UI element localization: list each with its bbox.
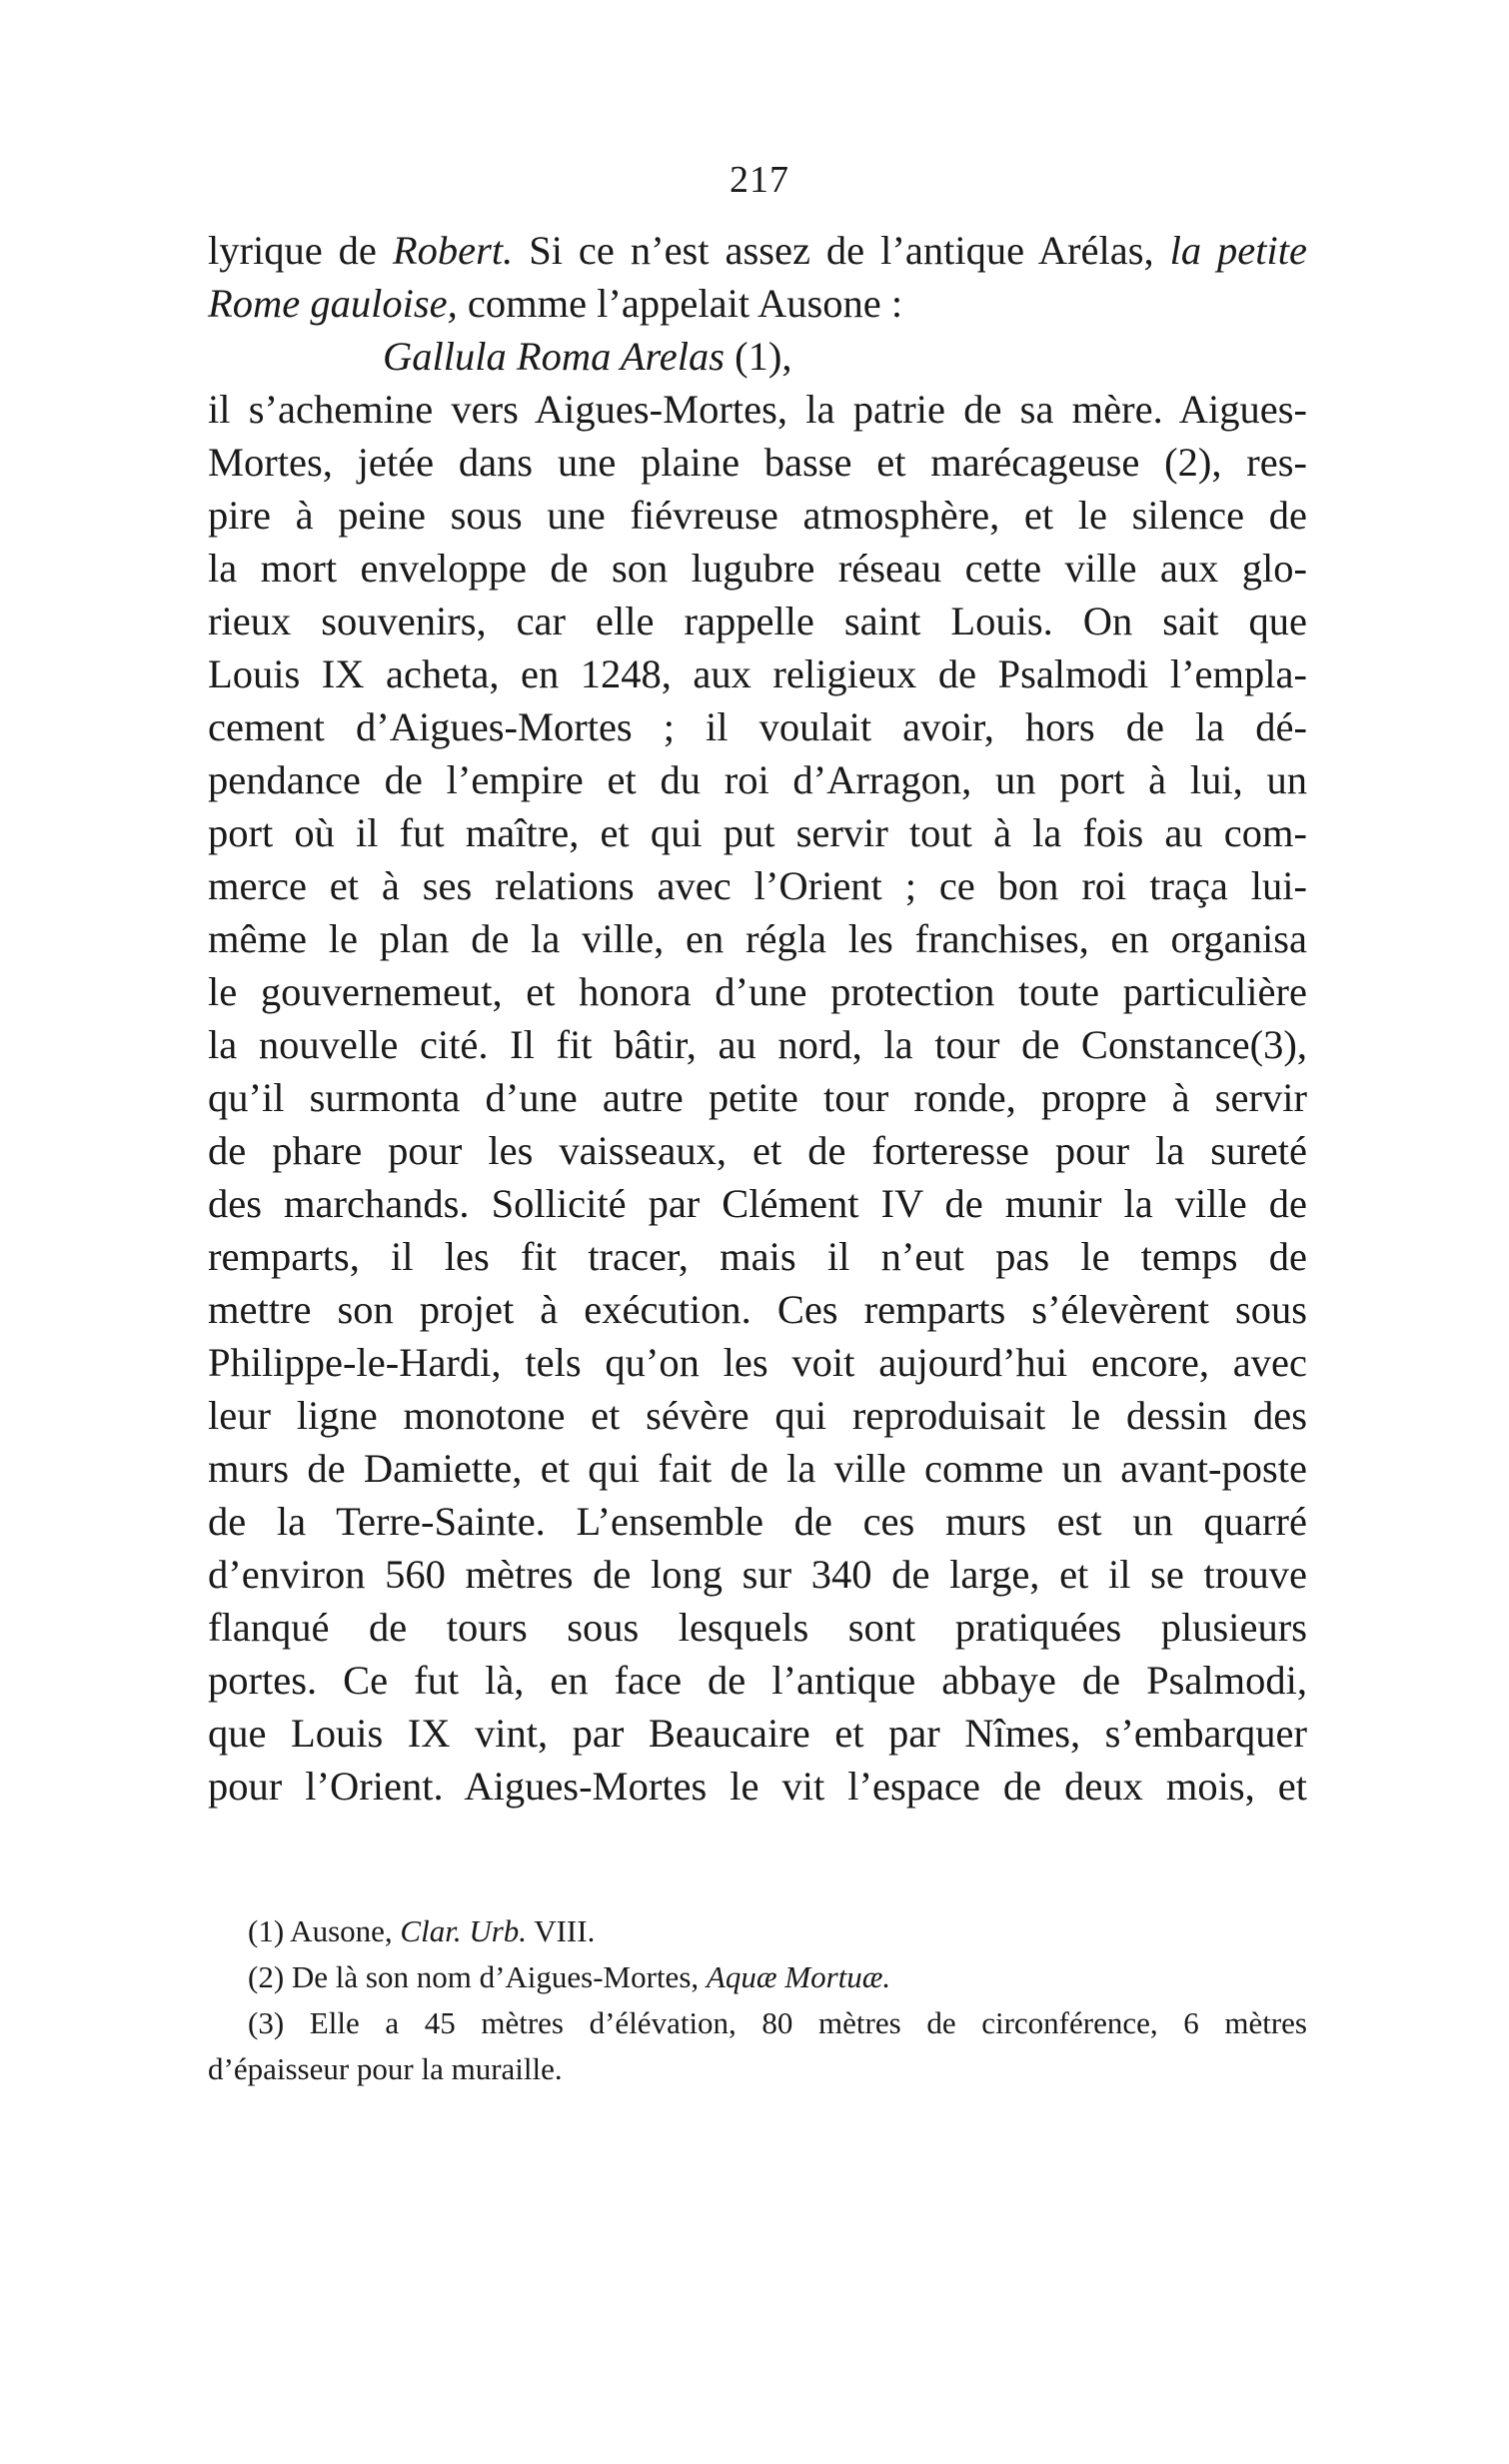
italic-segment: Rome gauloise, <box>208 281 458 326</box>
text-line: port où il fut maître, et qui put servir tout à la fois au com- <box>208 810 1307 855</box>
text-line: Louis IX acheta, en 1248, aux religieux de Psalmodi l’empla- <box>208 651 1307 696</box>
text-line: de phare pour les vaisseaux, et de forteresse pour la sureté <box>208 1128 1307 1173</box>
text-line: portes. Ce fut là, en face de l’antique abbaye de Psalmodi, <box>208 1658 1307 1703</box>
text-line: leur ligne monotone et sévère qui reproduisait le dessin des <box>208 1393 1307 1438</box>
text-line: merce et à ses relations avec l’Orient ; ce bon roi traça lui- <box>208 863 1307 908</box>
italic-segment: Robert. <box>392 228 514 273</box>
text-line: flanqué de tours sous lesquels sont pratiquées plusieurs <box>208 1605 1307 1650</box>
italic-segment: la petite <box>1169 228 1307 273</box>
text-line: pendance de l’empire et du roi d’Arragon, un port à lui, un <box>208 757 1307 802</box>
footnote-3-line-2: d’épaisseur pour la muraille. <box>208 2051 563 2086</box>
body-text <box>208 224 1307 1813</box>
text-line: pour l’Orient. Aigues-Mortes le vit l’espace de deux mois, et <box>208 1764 1307 1809</box>
text-line <box>208 224 1307 277</box>
text-segment: lyrique de <box>208 228 393 273</box>
text-line: mettre son projet à exécution. Ces remparts s’élevèrent sous <box>208 1287 1307 1332</box>
text-line: de la Terre-Sainte. L’ensemble de ces murs est un quarré <box>208 1499 1307 1544</box>
text-line: qu’il surmonta d’une autre petite tour ronde, propre à servir <box>208 1075 1307 1120</box>
text-line: cement d’Aigues-Mortes ; il voulait avoir, hors de la dé- <box>208 704 1307 749</box>
text-line <box>208 277 1307 330</box>
text-line: remparts, il les fit tracer, mais il n’eut pas le temps de <box>208 1234 1307 1279</box>
footnote-text: (2) De là son nom d’Aigues-Mortes, <box>248 1959 707 1994</box>
footnote-3-line-1: (3) Elle a 45 mètres d’élévation, 80 mètres de circonférence, 6 mètres <box>248 2005 1307 2040</box>
text-line: même le plan de la ville, en régla les franchises, en organisa <box>208 916 1307 961</box>
footnote-2 <box>208 1954 1307 2000</box>
text-segment: Si ce n’est assez de l’antique Arélas, <box>513 228 1170 273</box>
text-line: le gouvernemeut, et honora d’une protection toute particulière <box>208 969 1307 1014</box>
text-line: pire à peine sous une fiévreuse atmosphère, et le silence de <box>208 493 1307 538</box>
text-line: il s’achemine vers Aigues-Mortes, la patrie de sa mère. Aigues- <box>208 387 1307 432</box>
italic-segment: Gallula Roma Arelas <box>383 334 725 379</box>
text-line: Mortes, jetée dans une plaine basse et marécageuse (2), res- <box>208 440 1307 485</box>
text-line: la mort enveloppe de son lugubre réseau cette ville aux glo- <box>208 546 1307 591</box>
text-line: d’environ 560 mètres de long sur 340 de large, et il se trouve <box>208 1552 1307 1597</box>
text-segment: comme l’appelait Ausone : <box>457 281 903 326</box>
text-line: des marchands. Sollicité par Clément IV de munir la ville de <box>208 1181 1307 1226</box>
quote-line <box>208 330 1307 383</box>
footnote-text: (1) Ausone, <box>248 1913 401 1948</box>
text-line: murs de Damiette, et qui fait de la ville comme un avant-poste <box>208 1446 1307 1491</box>
footnote-italic: Aquæ Mortuæ. <box>706 1959 891 1994</box>
text-line: la nouvelle cité. Il fit bâtir, au nord, la tour de Constance(3), <box>208 1022 1307 1067</box>
footnotes <box>208 1908 1307 2092</box>
footnote-italic: Clar. Urb. <box>400 1913 528 1948</box>
footnote-text: VIII. <box>527 1913 596 1948</box>
text-segment: (1), <box>725 334 792 379</box>
text-line: que Louis IX vint, par Beaucaire et par Nîmes, s’embarquer <box>208 1711 1307 1756</box>
page-number: 217 <box>730 159 789 201</box>
text-line: Philippe-le-Hardi, tels qu’on les voit aujourd’hui encore, avec <box>208 1340 1307 1385</box>
text-line: rieux souvenirs, car elle rappelle saint Louis. On sait que <box>208 599 1307 643</box>
footnote-1 <box>208 1908 1307 1954</box>
